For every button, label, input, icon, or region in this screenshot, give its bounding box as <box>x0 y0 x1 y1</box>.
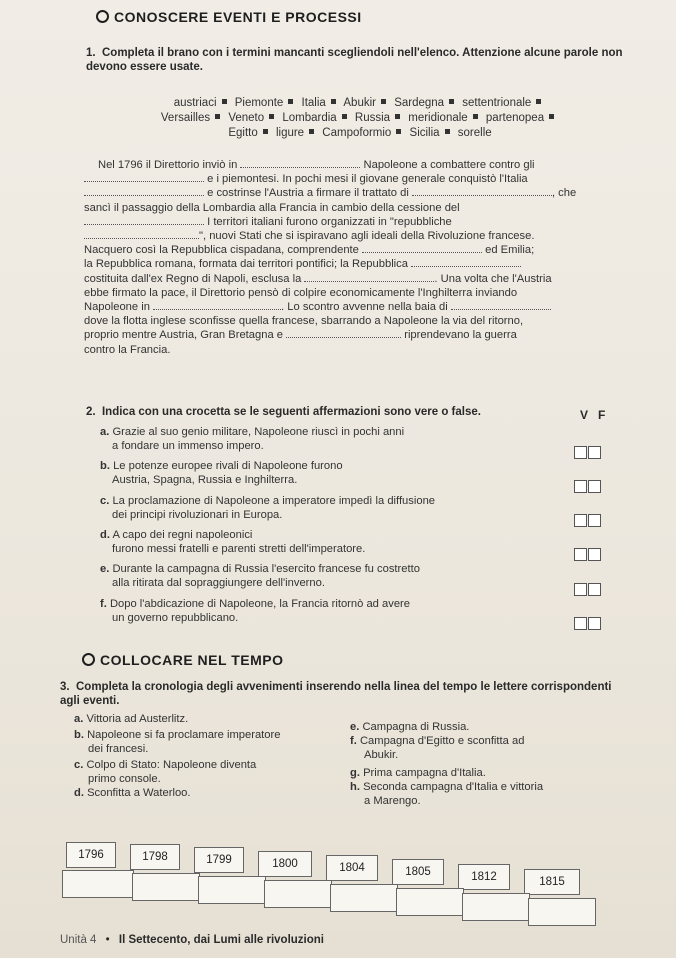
section-title-collocare: COLLOCARE NEL TEMPO <box>82 652 283 668</box>
word: Sicilia <box>409 127 440 139</box>
word: Sardegna <box>394 97 445 109</box>
event-item: g. Prima campagna d'Italia. <box>350 767 486 779</box>
blank-field[interactable] <box>304 272 434 282</box>
tf-item-d: d. A capo dei regni napoleonici furono messi fratelli e parenti stretti dell'imperatore. <box>100 529 366 555</box>
timeline-answer-slot[interactable] <box>396 888 464 916</box>
tf-checkboxes-e <box>573 583 601 601</box>
tf-item-b: b. Le potenze europee rivali di Napoleone furono Austria, Spagna, Russia e Inghilterra. <box>100 460 343 486</box>
blank-field[interactable] <box>153 300 281 310</box>
word: meridionale <box>408 112 468 124</box>
timeline-year: 1805 <box>392 859 444 885</box>
true-checkbox[interactable] <box>574 617 587 630</box>
timeline-answer-slot[interactable] <box>62 870 134 898</box>
timeline-answer-slot[interactable] <box>330 884 398 912</box>
false-checkbox[interactable] <box>588 514 601 527</box>
timeline-year: 1800 <box>258 851 312 877</box>
blank-field[interactable] <box>412 186 552 196</box>
true-checkbox[interactable] <box>574 583 587 596</box>
event-item: b. Napoleone si fa proclamare imperatore <box>74 729 281 741</box>
tf-checkboxes-a <box>573 446 601 464</box>
true-checkbox[interactable] <box>574 548 587 561</box>
true-checkbox[interactable] <box>574 514 587 527</box>
page-footer: Unità 4 • Il Settecento, dai Lumi alle rivoluzioni <box>60 934 324 946</box>
events-left-column: a. Vittoria ad Austerlitz. b. Napoleone si fa proclamare imperatore dei francesi. c. Colpo di Stato: Napoleone diventa primo console. d. Sconfitta a Waterloo. <box>74 712 344 800</box>
word: Lombardia <box>282 112 337 124</box>
tf-item-f: f. Dopo l'abdicazione di Napoleone, la Francia ritornò ad avere un governo repubblicano. <box>100 598 410 624</box>
tf-checkboxes-c <box>573 514 601 532</box>
cloze-passage: Nel 1796 il Direttorio inviò in Napoleone a combattere contro gli e i piemontesi. In pochi mesi il giovane generale conquistò l'Italia e costrinse l'Austria a firmare il trattato di , che sancì il passaggio della Lombardia alla Francia in cambio della cessione del I territori italiani furono organizzati in "repubbliche ", nuovi Stati che si ispiravano agli ideali della Rivoluzione francese. Nacquero così la Repubblica cispadana, comprendente ed Emilia; la Repubblica romana, formata dai territori pontifici; la Repubblica costituita dall'ex Regno di Napoli, esclusa la . Una volta che l'Austria ebbe firmato la pace, il Direttorio pensò di colpire economicamente l'Inghilterra inviando Napoleone in . Lo scontro avvenne nella baia di dove la flotta inglese sconfisse quella francese, sbarrando a Napoleone la via del ritorno, proprio mentre Austria, Gran Bretagna e riprendevano la guerra contro la Francia. <box>84 159 577 356</box>
word-list <box>100 96 620 141</box>
tf-checkboxes-f <box>573 617 601 635</box>
false-checkbox[interactable] <box>588 583 601 596</box>
timeline-year: 1815 <box>524 869 580 895</box>
timeline-year: 1812 <box>458 864 510 890</box>
blank-field[interactable] <box>451 300 551 310</box>
word: partenopea <box>485 112 545 124</box>
blank-field[interactable] <box>84 215 204 225</box>
event-item: f. Campagna d'Egitto e sconfitta ad <box>350 735 525 747</box>
vf-header: V F <box>580 408 606 422</box>
timeline-answer-slot[interactable] <box>462 893 530 921</box>
blank-field[interactable] <box>84 172 204 182</box>
word: Versailles <box>160 112 211 124</box>
word: Campoformio <box>322 127 392 139</box>
word: settentrionale <box>462 97 532 109</box>
tf-item-e: e. Durante la campagna di Russia l'esercito francese fu costretto alla ritirata dal sopraggiungere dell'inverno. <box>100 563 420 589</box>
event-item: e. Campagna di Russia. <box>350 721 470 733</box>
timeline-answer-slot[interactable] <box>132 873 200 901</box>
blank-field[interactable] <box>286 328 401 338</box>
exercise-3-instruction: 3. Completa la cronologia degli avvenimenti inserendo nella linea del tempo le lettere corrispondenti agli eventi. <box>60 681 612 707</box>
true-checkbox[interactable] <box>574 446 587 459</box>
timeline-year: 1798 <box>130 844 180 870</box>
timeline-answer-slot[interactable] <box>264 880 332 908</box>
event-item: a. Vittoria ad Austerlitz. <box>74 713 189 725</box>
false-checkbox[interactable] <box>588 446 601 459</box>
section-title-conoscere: CONOSCERE EVENTI E PROCESSI <box>96 9 362 25</box>
word: austriaci <box>173 97 217 109</box>
event-item: h. Seconda campagna d'Italia e vittoria <box>350 781 544 793</box>
exercise-1-instruction: 1. Completa il brano con i termini mancanti scegliendoli nell'elenco. Attenzione alcune parole non devono essere usate. <box>86 47 623 73</box>
timeline-answer-slot[interactable] <box>198 876 266 904</box>
tf-item-a: a. Grazie al suo genio militare, Napoleone riuscì in pochi anni a fondare un immenso impero. <box>100 426 405 452</box>
word: Egitto <box>228 127 258 139</box>
blank-field[interactable] <box>84 229 199 239</box>
word: ligure <box>275 127 305 139</box>
word: sorelle <box>457 127 492 139</box>
section-bullet-icon <box>82 653 95 666</box>
events-right-column: e. Campagna di Russia. f. Campagna d'Egitto e sconfitta ad Abukir. g. Prima campagna d'Italia. h. Seconda campagna d'Italia e vittoria a Marengo. <box>350 720 620 808</box>
true-checkbox[interactable] <box>574 480 587 493</box>
tf-checkboxes-d <box>573 548 601 566</box>
exercise-2-instruction: 2. Indica con una crocetta se le seguenti affermazioni sono vere o false. <box>86 406 481 418</box>
tf-checkboxes-b <box>573 480 601 498</box>
event-item: d. Sconfitta a Waterloo. <box>74 787 191 799</box>
timeline-year: 1799 <box>194 847 244 873</box>
word: Russia <box>354 112 391 124</box>
blank-field[interactable] <box>411 257 521 267</box>
word: Veneto <box>228 112 265 124</box>
blank-field[interactable] <box>362 243 482 253</box>
blank-field[interactable] <box>240 158 360 168</box>
word: Italia <box>301 97 326 109</box>
timeline-year: 1804 <box>326 855 378 881</box>
timeline-year: 1796 <box>66 842 116 868</box>
false-checkbox[interactable] <box>588 617 601 630</box>
tf-item-c: c. La proclamazione di Napoleone a imperatore impedì la diffusione dei principi rivoluzionari in Europa. <box>100 495 436 521</box>
timeline-answer-slot[interactable] <box>528 898 596 926</box>
blank-field[interactable] <box>84 186 204 196</box>
false-checkbox[interactable] <box>588 548 601 561</box>
section-bullet-icon <box>96 10 109 23</box>
false-checkbox[interactable] <box>588 480 601 493</box>
word: Piemonte <box>234 97 284 109</box>
word: Abukir <box>343 97 376 109</box>
event-item: c. Colpo di Stato: Napoleone diventa <box>74 759 257 771</box>
